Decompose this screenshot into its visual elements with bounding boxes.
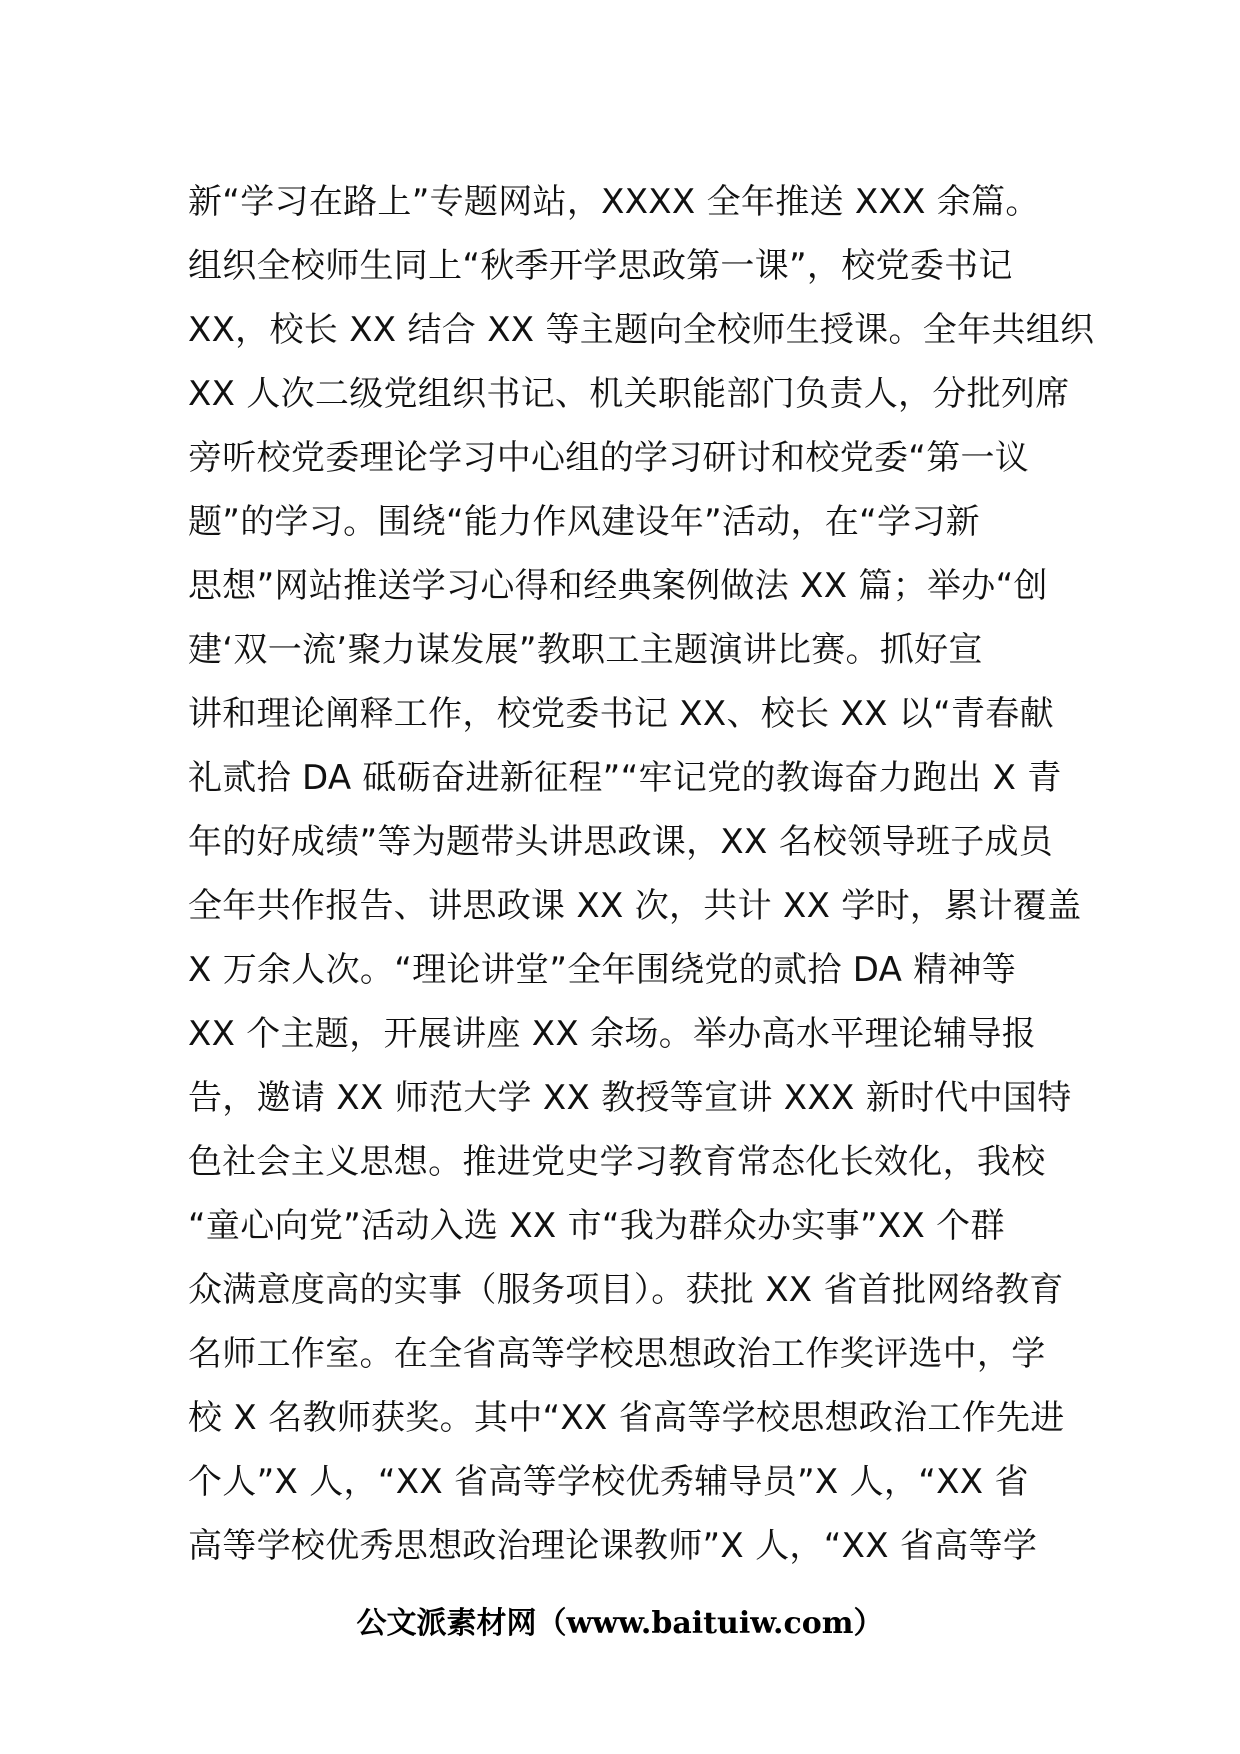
text-line: 校 X 名教师获奖。其中“XX 省高等学校思想政治工作先进 xyxy=(188,1398,1065,1438)
text-line: 组织全校师生同上“秋季开学思政第一课”，校党委书记 xyxy=(188,246,1013,286)
text-line: 建‘双一流’聚力谋发展”教职工主题演讲比赛。抓好宣 xyxy=(188,630,983,670)
text-line: 礼贰拾 DA 砥砺奋进新征程”“牢记党的教诲奋力跑出 X 青 xyxy=(188,758,1062,798)
text-line: 旁听校党委理论学习中心组的学习研讨和校党委“第一议 xyxy=(188,438,1030,478)
text-line: 名师工作室。在全省高等学校思想政治工作奖评选中，学 xyxy=(188,1334,1046,1374)
text-line: “童心向党”活动入选 XX 市“我为群众办实事”XX 个群 xyxy=(188,1206,1005,1246)
text-line: 题”的学习。围绕“能力作风建设年”活动，在“学习新 xyxy=(188,502,980,542)
body-paragraph xyxy=(188,170,1095,1578)
text-line: 新“学习在路上”专题网站，XXXX 全年推送 XXX 余篇。 xyxy=(188,182,1040,222)
text-line: XX 个主题，开展讲座 XX 余场。举办高水平理论辅导报 xyxy=(188,1014,1036,1054)
text-line: 个人”X 人，“XX 省高等学校优秀辅导员”X 人，“XX 省 xyxy=(188,1462,1029,1502)
text-line: 色社会主义思想。推进党史学习教育常态化长效化，我校 xyxy=(188,1142,1046,1182)
text-line: 高等学校优秀思想政治理论课教师”X 人，“XX 省高等学 xyxy=(188,1526,1038,1566)
text-line: 思想”网站推送学习心得和经典案例做法 XX 篇；举办“创 xyxy=(188,566,1048,606)
text-line: 全年共作报告、讲思政课 XX 次，共计 XX 学时，累计覆盖 xyxy=(188,886,1082,926)
text-line: XX 人次二级党组织书记、机关职能部门负责人，分批列席 xyxy=(188,374,1070,414)
text-line: 讲和理论阐释工作，校党委书记 XX、校长 XX 以“青春献 xyxy=(188,694,1054,734)
text-line: 众满意度高的实事（服务项目）。获批 XX 省首批网络教育 xyxy=(188,1270,1064,1310)
text-line: X 万余人次。“理论讲堂”全年围绕党的贰拾 DA 精神等 xyxy=(188,950,1017,990)
text-line: 年的好成绩”等为题带头讲思政课，XX 名校领导班子成员 xyxy=(188,822,1054,862)
text-line: 告，邀请 XX 师范大学 XX 教授等宣讲 XXX 新时代中国特 xyxy=(188,1078,1072,1118)
page-footer-watermark: 公文派素材网（www.baituiw.com） xyxy=(356,1606,884,1641)
text-line: XX，校长 XX 结合 XX 等主题向全校师生授课。全年共组织 xyxy=(188,310,1095,350)
